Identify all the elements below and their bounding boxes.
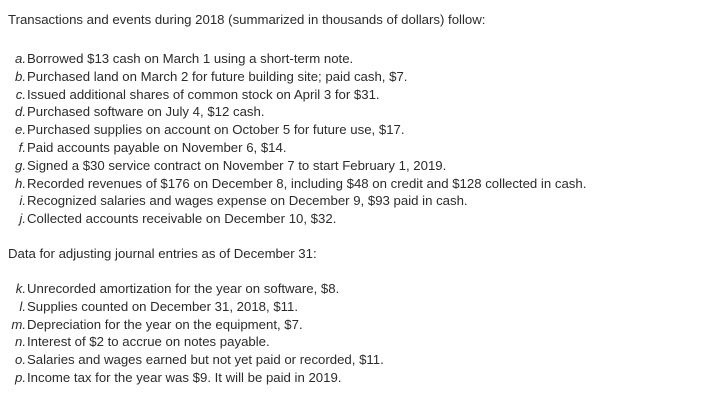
item-letter: f.	[18, 139, 26, 155]
transaction-item-e	[8, 121, 707, 139]
item-letter: d.	[15, 104, 26, 120]
item-text: Interest of $2 to accrue on notes payable.	[27, 334, 270, 350]
item-letter: g.	[15, 157, 26, 173]
transaction-item-b	[8, 68, 707, 86]
item-text: Purchased land on March 2 for future building site; paid cash, $7.	[27, 68, 408, 84]
transaction-item-g	[8, 157, 707, 175]
item-text: Salaries and wages earned but not yet paid or recorded, $11.	[27, 352, 384, 368]
item-text: Recognized salaries and wages expense on December 9, $93 paid in cash.	[27, 193, 468, 209]
item-text: Issued additional shares of common stock on April 3 for $31.	[27, 86, 380, 102]
adjustment-item-m	[8, 316, 707, 334]
transaction-item-j	[8, 210, 707, 228]
item-letter: j.	[19, 211, 26, 227]
transaction-item-f	[8, 139, 707, 157]
item-letter: h.	[15, 175, 26, 191]
item-letter: o.	[15, 352, 26, 368]
adjustment-item-k	[8, 280, 707, 298]
item-letter: a.	[15, 51, 26, 66]
item-text: Income tax for the year was $9. It will be paid in 2019.	[27, 369, 342, 385]
item-text: Purchased supplies on account on October 5 for future use, $17.	[27, 122, 405, 138]
item-letter: c.	[15, 86, 26, 102]
item-letter: e.	[15, 122, 26, 138]
transaction-item-i	[8, 192, 707, 210]
item-letter: p.	[15, 369, 26, 385]
adjusting-heading: Data for adjusting journal entries as of December 31:	[8, 246, 317, 261]
adjustments-list	[8, 280, 707, 387]
adjustment-item-p	[8, 369, 707, 387]
item-letter: k.	[15, 281, 26, 296]
adjustment-item-n	[8, 333, 707, 351]
adjustment-item-o	[8, 351, 707, 369]
transactions-heading: Transactions and events during 2018 (summarized in thousands of dollars) follow:	[8, 12, 486, 27]
item-text: Supplies counted on December 31, 2018, $11.	[27, 298, 299, 314]
adjustment-item-l	[8, 298, 707, 316]
transaction-item-a	[8, 50, 707, 68]
item-text: Unrecorded amortization for the year on software, $8.	[27, 281, 340, 296]
transaction-item-h	[8, 175, 707, 193]
transactions-list	[8, 50, 707, 228]
transaction-item-d	[8, 103, 707, 121]
item-letter: m.	[11, 316, 26, 332]
item-text: Collected accounts receivable on December 10, $32.	[27, 211, 337, 227]
transaction-item-c	[8, 86, 707, 104]
item-text: Depreciation for the year on the equipment, $7.	[27, 316, 303, 332]
item-letter: l.	[19, 298, 26, 314]
item-letter: b.	[15, 68, 26, 84]
item-text: Recorded revenues of $176 on December 8, including $48 on credit and $128 collected in cash.	[27, 175, 587, 191]
item-letter: n.	[15, 334, 26, 350]
item-letter: i.	[19, 193, 26, 209]
item-text: Paid accounts payable on November 6, $14.	[27, 139, 287, 155]
item-text: Signed a $30 service contract on November 7 to start February 1, 2019.	[27, 157, 447, 173]
item-text: Purchased software on July 4, $12 cash.	[27, 104, 265, 120]
item-text: Borrowed $13 cash on March 1 using a short-term note.	[27, 51, 354, 66]
